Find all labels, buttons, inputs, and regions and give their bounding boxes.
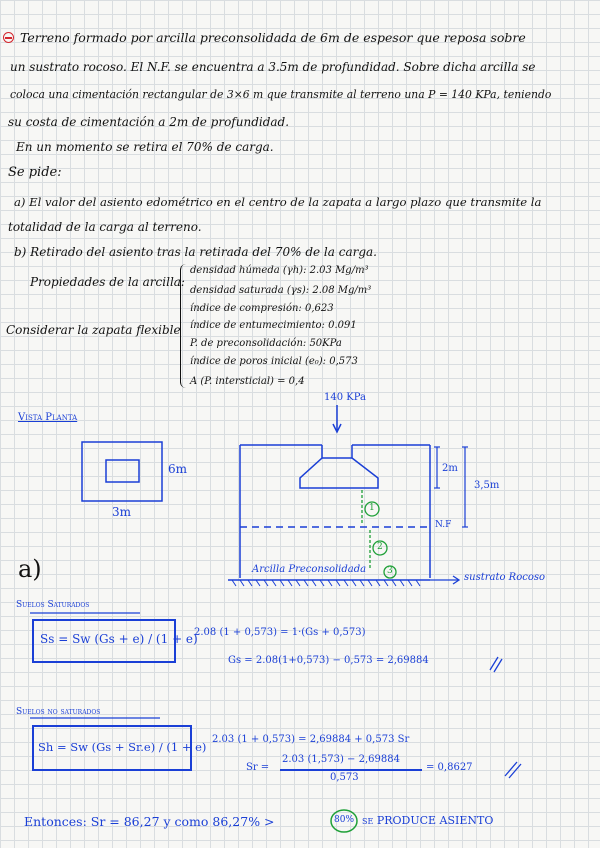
se-pide: Se pide:	[8, 165, 62, 180]
problem-line-5: En un momento se retira el 70% de carga.	[16, 140, 274, 154]
plan-footing-rect	[106, 460, 139, 482]
conclusion-text: Entonces: Sr = 86,27 y como 86,27% >	[24, 814, 275, 829]
problem-line-2: un sustrato rocoso. El N.F. se encuentra a 3.5m de profundidad. Sobre dicha arcilla se	[10, 60, 536, 74]
nosat-eq-2-den: 0,573	[330, 772, 359, 783]
nosat-eq-1: 2.03 (1 + 0,573) = 2,69884 + 0,573 Sr	[212, 734, 410, 745]
circle-3-label: 3	[387, 566, 393, 576]
sat-eq-2: Gs = 2.08(1+0,573) − 0,573 = 2,69884	[228, 655, 429, 666]
dim-2m: 2m	[442, 463, 458, 474]
no-saturados-title: Suelos no saturados	[16, 707, 101, 717]
part-a-label: a)	[18, 555, 42, 583]
nosat-fraction-line	[280, 769, 422, 771]
no-saturados-formula: Sh = Sw (Gs + Sr.e) / (1 + e)	[38, 740, 207, 754]
nosat-eq-2-num: 2.03 (1,573) − 2,69884	[282, 754, 400, 765]
conclusion-result: se PRODUCE ASIENTO	[362, 814, 494, 827]
flexible-note: Considerar la zapata flexible	[6, 323, 181, 337]
property-item: A (P. intersticial) = 0,4	[190, 376, 305, 387]
property-item: índice de entumecimiento: 0.091	[190, 320, 357, 331]
circle-1-label: 1	[369, 503, 375, 513]
problem-line-4: su costa de cimentación a 2m de profundidad.	[8, 115, 290, 129]
plan-outer-rect	[82, 442, 162, 501]
property-item: P. de preconsolidación: 50KPa	[190, 338, 342, 349]
part-a-line-2: totalidad de la carga al terreno.	[8, 220, 202, 234]
part-b: b) Retirado del asiento tras la retirada del 70% de la carga.	[14, 245, 377, 259]
conclusion-percent: 80%	[334, 815, 355, 825]
dim-6m: 6m	[168, 462, 188, 476]
saturados-formula: Ss = Sw (Gs + e) / (1 + e)	[40, 632, 198, 646]
circle-2-label: 2	[377, 542, 383, 552]
problem-line-3: coloca una cimentación rectangular de 3×6 m que transmite al terreno una P = 140 KPa, teniendo	[10, 88, 552, 101]
arcilla-label: Arcilla Preconsolidada	[252, 564, 367, 575]
property-item: densidad saturada (γs): 2.08 Mg/m³	[190, 285, 372, 296]
properties-label: Propiedades de la arcilla:	[30, 275, 185, 289]
nosat-eq-2-result: = 0,8627	[426, 762, 473, 773]
property-item: densidad húmeda (γh): 2.03 Mg/m³	[190, 265, 369, 276]
property-item: índice de poros inicial (e₀): 0,573	[190, 356, 358, 367]
sustrato-label: sustrato Rocoso	[464, 572, 546, 583]
property-item: índice de compresión: 0,623	[190, 303, 334, 314]
dim-3-5m: 3,5m	[474, 480, 500, 491]
nf-label: N.F	[435, 520, 452, 530]
problem-line-1: Terreno formado por arcilla preconsolidada de 6m de espesor que reposa sobre	[20, 30, 526, 45]
load-label: 140 KPa	[324, 392, 366, 403]
nosat-eq-2-lhs: Sr =	[246, 762, 270, 773]
saturados-title: Suelos Saturados	[16, 600, 90, 610]
sat-eq-1: 2.08 (1 + 0,573) = 1·(Gs + 0,573)	[194, 627, 366, 638]
vista-planta-title: Vista Planta	[18, 412, 78, 423]
part-a-line-1: a) El valor del asiento edométrico en el centro de la zapata a largo plazo que transmite la	[14, 195, 542, 209]
dim-3m: 3m	[112, 505, 132, 519]
